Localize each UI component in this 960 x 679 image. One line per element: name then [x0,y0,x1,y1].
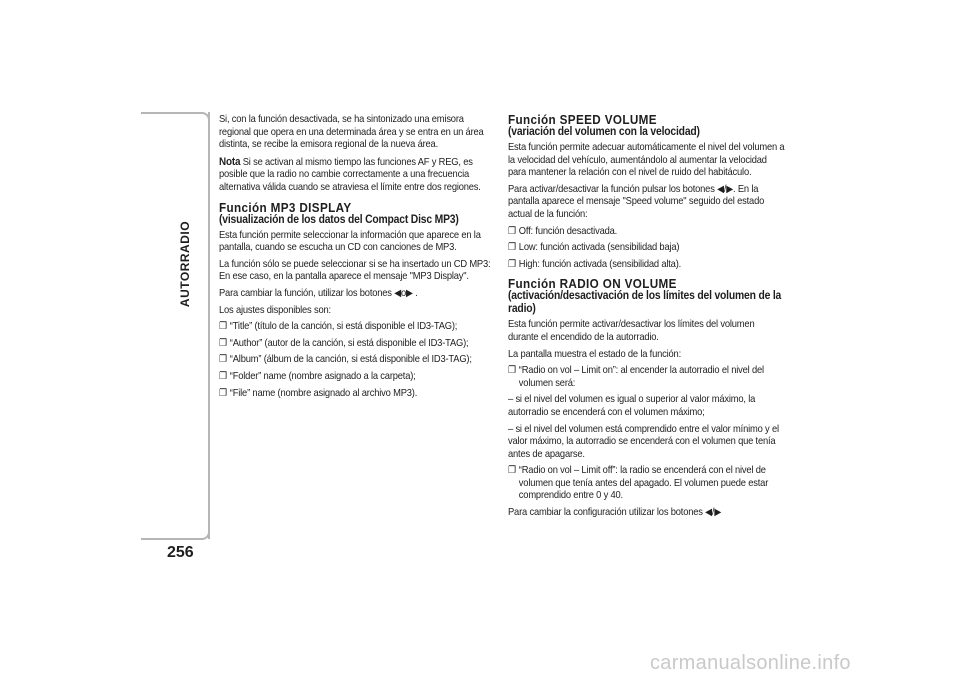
right-column [508,113,787,524]
sv-p2-end: . En la pantalla aparece el mensaje "Speed volume" seguido del estado actual de la función: [508,183,765,220]
speed-volume-heading: Función SPEED VOLUME [508,112,657,127]
speed-volume-paragraph-2 [508,184,787,222]
slash-text: / [723,183,727,195]
mp3-paragraph-2: La función sólo se puede seleccionar si se ha insertado un CD MP3: En ese caso, en la pantalla aparece el mensaje "MP3 Display". [219,258,491,283]
checkbox-bullet-icon: ❐ [508,242,516,254]
list-item [508,365,787,390]
note-label: Nota [219,155,241,168]
radio-on-volume-paragraph-2: La pantalla muestra el estado de la función: [508,348,682,360]
mp3-paragraph-4: Los ajustes disponibles son: [219,304,331,316]
checkbox-bullet-icon: ❐ [508,225,516,237]
list-item-text: “Radio on vol – Limit on”: al encender la autorradio el nivel del volumen será: [518,365,764,389]
speed-volume-paragraph-1: Esta función permite adecuar automáticamente el nivel del volumen a la velocidad del vehículo, aumentándolo al aumentar la velocidad para mantener la relación con el nivel de ruido del habitáculo. [508,142,785,179]
sv-p2-text: Para activar/desactivar la función pulsar los botones [508,183,715,195]
radio-on-volume-paragraph-3 [508,507,787,520]
list-item-text: Off: función desactivada. [518,225,618,237]
intro-paragraph: Si, con la función desactivada, se ha sintonizado una emisora regional que opera en una determinada área y se entra en un área distinta, se recibe la emisora regional de la nueva área. [219,114,484,151]
list-item-text: “Album” (álbum de la canción, si está disponible el ID3-TAG); [229,354,472,366]
checkbox-bullet-icon: ❐ [219,370,227,382]
radio-on-volume-subheading: (activación/desactivación de los límites del volumen de la radio) [508,290,782,316]
mp3-p3-end: . [415,287,418,299]
list-item [508,465,787,503]
checkbox-bullet-icon: ❐ [508,465,516,477]
checkbox-bullet-icon: ❐ [508,365,516,377]
checkbox-bullet-icon: ❐ [219,387,227,399]
list-item-text: “Radio on vol – Limit off”: la radio se encenderá con el nivel de volumen que tenía antes del apagado. El volumen puede estar comprendido entre 0 y 40. [518,465,769,502]
list-item [219,354,498,367]
mp3-subheading: (visualización de los datos del Compact Disc MP3) [219,213,459,226]
list-item [219,321,498,334]
mp3-paragraph-3 [219,288,498,301]
watermark: carmanualsonline.info [650,652,851,674]
list-item [508,226,787,239]
mp3-p3-text: Para cambiar la función, utilizar los botones [219,287,392,299]
list-item [508,259,787,272]
list-item-text: Low: función activada (sensibilidad baja) [518,242,680,254]
note-text: Si se activan al mismo tiempo las funciones AF y REG, es posible que la radio no cambie correctamente a una frecuencia alternativa válida cuando se atraviesa el límite entre dos regiones. [219,156,481,193]
rv-p3-text: Para cambiar la configuración utilizar los botones [508,507,703,519]
list-item-text: “Author” (autor de la canción, si está disponible el ID3-TAG); [229,337,469,349]
right-arrow-icon: ▶ [726,183,734,195]
list-item-text: “Folder” name (nombre asignado a la carpeta); [229,370,416,382]
radio-on-volume-heading: Función RADIO ON VOLUME [508,276,677,292]
checkbox-bullet-icon: ❐ [219,321,227,333]
left-arrow-icon: ◀ [394,287,401,299]
sidebar-frame-line [208,112,210,539]
page-number: 256 [167,544,194,561]
left-arrow-icon: ◀ [717,183,724,195]
list-item [219,338,498,351]
right-arrow-icon: ▶ [406,287,413,299]
checkbox-bullet-icon: ❐ [508,258,516,270]
sidebar-frame-top [141,112,210,120]
list-item [219,388,498,401]
slash-text: / [711,507,715,519]
list-item [508,242,787,255]
left-column [219,114,498,404]
dash-paragraph-1: – si el nivel del volumen es igual o superior al valor máximo, la autorradio se encenderá con el volumen máximo; [508,394,756,418]
checkbox-bullet-icon: ❐ [219,354,227,366]
right-arrow-icon: ▶ [714,507,722,519]
mp3-p3-or: o [400,287,407,299]
left-arrow-icon: ◀ [705,507,712,519]
sidebar-frame-bottom [141,532,210,540]
note-paragraph [219,156,498,195]
checkbox-bullet-icon: ❐ [219,337,227,349]
mp3-paragraph-1: Esta función permite seleccionar la información que aparece en la pantalla, cuando se escucha un CD con canciones de MP3. [219,229,481,254]
radio-on-volume-paragraph-1: Esta función permite activar/desactivar los límites del volumen durante el encendido de la autorradio. [508,319,755,343]
mp3-heading: Función MP3 DISPLAY [219,199,352,215]
dash-paragraph-2: – si el nivel del volumen está comprendido entre el valor mínimo y el valor máximo, la autorradio se encenderá con el volumen que tenía antes de apagarse. [508,423,779,460]
list-item-text: High: función activada (sensibilidad alta). [518,258,682,270]
speed-volume-subheading: (variación del volumen con la velocidad) [508,126,700,138]
list-item-text: “Title” (título de la canción, si está disponible el ID3-TAG); [229,321,458,333]
list-item-text: “File” name (nombre asignado al archivo MP3). [229,387,418,399]
list-item [219,371,498,384]
section-label: AUTORRADIO [178,220,192,308]
